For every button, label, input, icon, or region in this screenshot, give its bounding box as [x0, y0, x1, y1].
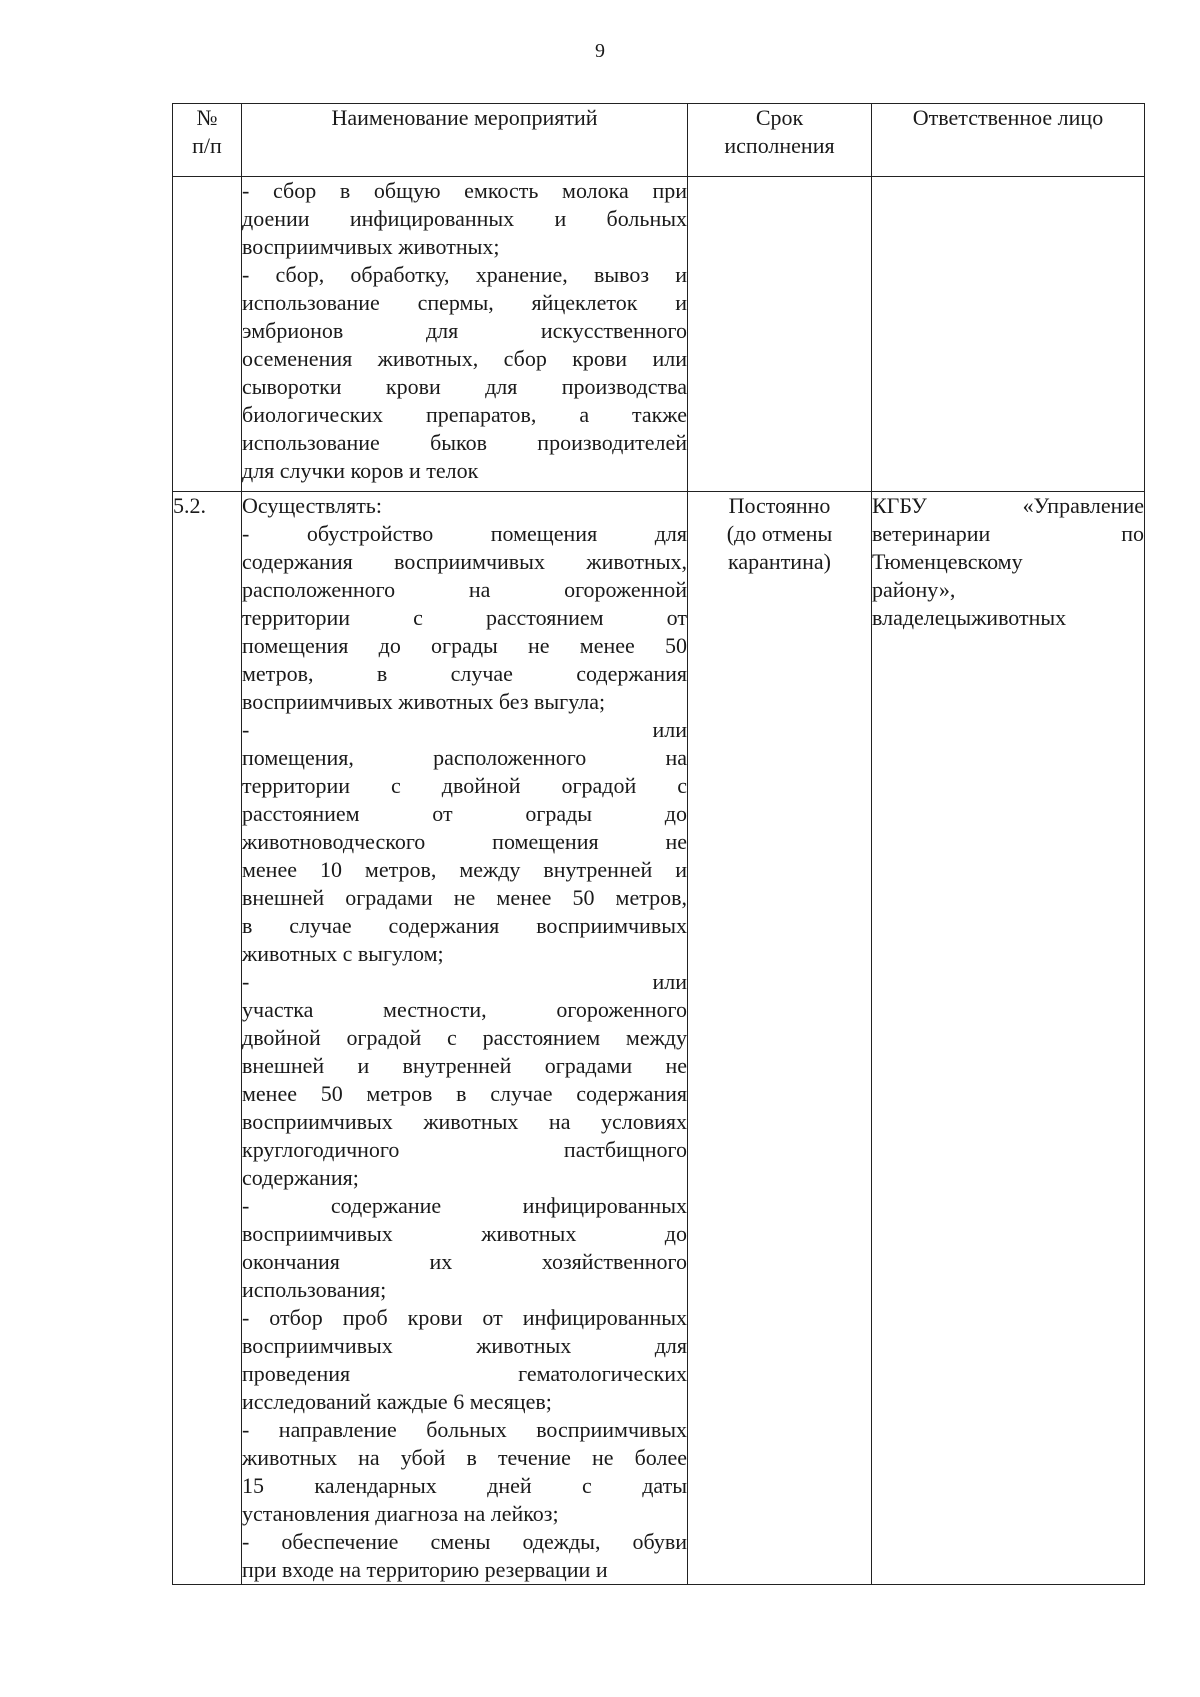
- page-number: 9: [595, 40, 605, 62]
- description-line: восприимчивых животных до: [242, 1221, 687, 1246]
- row-responsible: [872, 177, 1145, 492]
- description-line: животных с выгулом;: [242, 941, 444, 966]
- description-line: территории с расстоянием от: [242, 605, 687, 630]
- description-line: - сбор в общую емкость молока при: [242, 178, 687, 203]
- description-line: исследований каждые 6 месяцев;: [242, 1389, 552, 1414]
- responsible-line: ветеринарии по: [872, 521, 1144, 546]
- description-line: восприимчивых животных на условиях: [242, 1109, 687, 1134]
- description-line: участка местности, огороженного: [242, 997, 687, 1022]
- row-description: [242, 177, 688, 492]
- description-line: для случки коров и телок: [242, 458, 479, 483]
- row-number: 5.2.: [173, 492, 242, 1585]
- description-line: - или: [242, 969, 687, 994]
- description-line: двойной оградой с расстоянием между: [242, 1025, 687, 1050]
- description-line: - обеспечение смены одежды, обуви: [242, 1529, 687, 1554]
- responsible-line: владелецыживотных: [872, 605, 1067, 630]
- row-term: [688, 177, 872, 492]
- description-line: расположенного на огороженной: [242, 577, 687, 602]
- measures-table: [172, 103, 1145, 1585]
- description-line: помещения до ограды не менее 50: [242, 633, 687, 658]
- description-line: расстоянием от ограды до: [242, 801, 687, 826]
- description-line: содержания;: [242, 1165, 359, 1190]
- description-line: сыворотки крови для производства: [242, 374, 687, 399]
- description-line: животноводческого помещения не: [242, 829, 687, 854]
- description-line: проведения гематологических: [242, 1361, 687, 1386]
- description-line: биологических препаратов, а также: [242, 402, 687, 427]
- responsible-line: КГБУ «Управление: [872, 493, 1144, 518]
- description-line: в случае содержания восприимчивых: [242, 913, 687, 938]
- header-number-line2: п/п: [192, 133, 222, 158]
- description-line: территории с двойной оградой с: [242, 773, 687, 798]
- row-description: [242, 492, 688, 1585]
- description-line: круглогодичного пастбищного: [242, 1137, 687, 1162]
- description-line: установления диагноза на лейкоз;: [242, 1501, 559, 1526]
- header-number: [173, 104, 242, 177]
- description-line: восприимчивых животных без выгула;: [242, 689, 606, 714]
- row-responsible: [872, 492, 1145, 1585]
- description-line: менее 10 метров, между внутренней и: [242, 857, 687, 882]
- header-responsible: Ответственное лицо: [872, 104, 1145, 177]
- responsible-line: району»,: [872, 577, 956, 602]
- row-term: [688, 492, 872, 1585]
- description-line: - сбор, обработку, хранение, вывоз и: [242, 262, 687, 287]
- description-line: осеменения животных, сбор крови или: [242, 346, 687, 371]
- table-header-row: [173, 104, 1145, 177]
- header-term: [688, 104, 872, 177]
- header-number-line1: №: [196, 105, 218, 130]
- description-line: - направление больных восприимчивых: [242, 1417, 687, 1442]
- description-line: содержания восприимчивых животных,: [242, 549, 687, 574]
- description-line: животных на убой в течение не более: [242, 1445, 687, 1470]
- term-line: карантина): [728, 549, 831, 574]
- header-name: Наименование мероприятий: [242, 104, 688, 177]
- row-number: [173, 177, 242, 492]
- table-row: [173, 177, 1145, 492]
- description-line: - обустройство помещения для: [242, 521, 687, 546]
- description-line: использование быков производителей: [242, 430, 687, 455]
- description-line: менее 50 метров в случае содержания: [242, 1081, 687, 1106]
- table-row: [173, 492, 1145, 1585]
- description-line: восприимчивых животных для: [242, 1333, 687, 1358]
- responsible-line: Тюменцевскому: [872, 549, 1023, 574]
- description-line: внешней и внутренней оградами не: [242, 1053, 687, 1078]
- description-line: восприимчивых животных;: [242, 234, 500, 259]
- description-line: внешней оградами не менее 50 метров,: [242, 885, 687, 910]
- description-line: окончания их хозяйственного: [242, 1249, 687, 1274]
- term-line: (до отмены: [726, 521, 833, 546]
- description-line: 15 календарных дней с даты: [242, 1473, 687, 1498]
- description-line: при входе на территорию резервации и: [242, 1557, 608, 1582]
- description-line: - или: [242, 717, 687, 742]
- description-line: доении инфицированных и больных: [242, 206, 687, 231]
- description-line: эмбрионов для искусственного: [242, 318, 687, 343]
- description-line: использование спермы, яйцеклеток и: [242, 290, 687, 315]
- description-line: - содержание инфицированных: [242, 1193, 687, 1218]
- description-line: помещения, расположенного на: [242, 745, 687, 770]
- description-line: - отбор проб крови от инфицированных: [242, 1305, 687, 1330]
- term-line: Постоянно: [728, 493, 831, 518]
- header-term-line1: Срок: [755, 105, 804, 130]
- description-line: Осуществлять:: [242, 493, 382, 518]
- description-line: использования;: [242, 1277, 387, 1302]
- description-line: метров, в случае содержания: [242, 661, 687, 686]
- header-term-line2: исполнения: [724, 133, 835, 158]
